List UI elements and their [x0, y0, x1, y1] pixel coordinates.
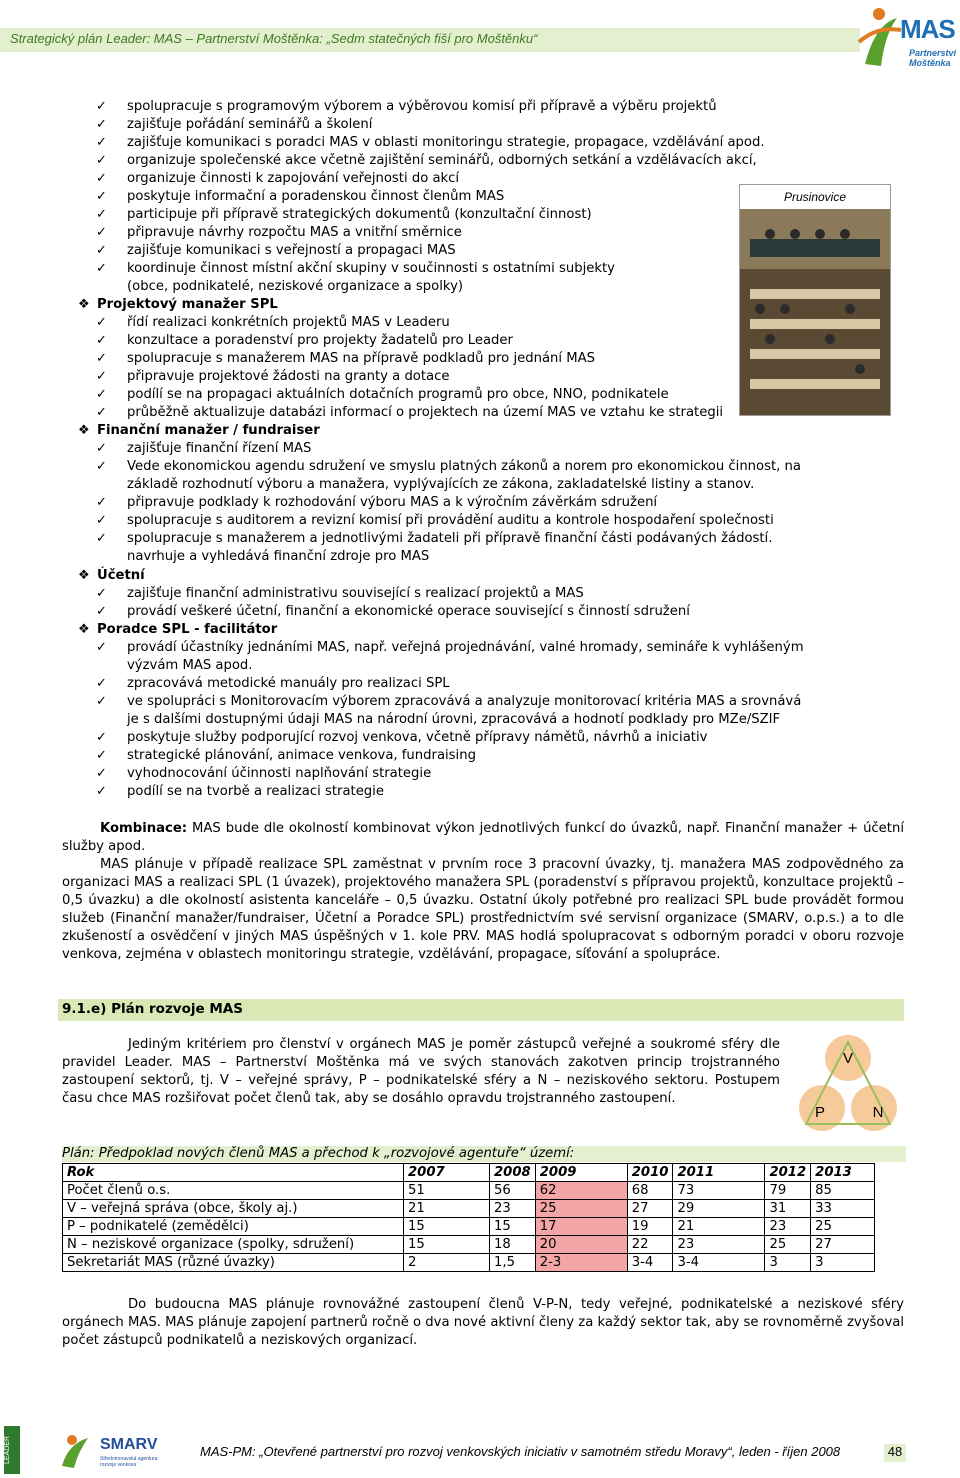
checkmark-icon: ✓ [96, 730, 107, 745]
table-cell: 25 [765, 1236, 811, 1254]
checkmark-icon: ✓ [96, 495, 107, 510]
checkmark-icon: ✓ [96, 513, 107, 528]
page-header [0, 28, 860, 52]
table-cell: 19 [627, 1218, 673, 1236]
smarv-logo-text: SMARV [100, 1436, 158, 1453]
smarv-logo-subtitle: Středomoravská agentura rozvoje venkova [100, 1456, 158, 1468]
checkmark-icon: ✓ [96, 694, 107, 709]
staffing-paragraph: MAS plánuje v případě realizace SPL zaměstnat v prvním roce 3 pracovní úvazky, tj. manažera MAS zodpovědného za organizaci MAS a realizaci SPL (1 úvazek), projektového manažera SPL (poradenství s přípravou projektů, konzultace projektů – 0,5 úvazku) a dle okolností asistenta kanceláře – 0,5 úvazku. Ostatní úkoly potřebné pro realizaci SPL bude provádět formou služeb (Finanční manažer/fundraiser, Účetní a Poradce SPL) prostřednictvím své servisní organizace (SMARV, o.p.s.) a to dle zkušeností a osvědčení v jiných MAS úspěšných v 1. kole PRV. MAS hodlá spolupracovat s odborným poradci v oboru rozvoje venkova, zejména v oblastech monitoringu strategie, vzdělávání, propagace, síťování a spolupráce. [62, 857, 904, 962]
list-item: provádí účastníky jednáními MAS, např. veřejná projednávání, valné hromady, semináře k vyhlášeným [127, 640, 804, 655]
checkmark-icon: ✓ [96, 171, 107, 186]
checkmark-icon: ✓ [96, 531, 107, 546]
members-table [62, 1163, 875, 1272]
list-item: průběžně aktualizuje databázi informací o projektech na území MAS ve vztahu ke strategii [127, 405, 724, 420]
footer-text: MAS-PM: „Otevřené partnerství pro rozvoj venkovských iniciativ v samotném středu Moravy“, leden - říjen 2008 [200, 1444, 841, 1459]
table-cell: 3 [765, 1254, 811, 1272]
table-cell: 21 [404, 1200, 490, 1218]
checkmark-icon: ✓ [96, 99, 107, 114]
checkmark-icon: ✓ [96, 261, 107, 276]
checkmark-icon: ✓ [96, 405, 107, 420]
table-cell: Počet členů o.s. [63, 1182, 404, 1200]
page-number: 48 [884, 1444, 906, 1462]
list-item: připravuje podklady k rozhodování výboru MAS a k výročním závěrkám sdružení [127, 495, 658, 510]
list-item: připravuje projektové žádosti na granty a dotace [127, 369, 450, 384]
diamond-bullet-icon: ❖ [78, 568, 90, 583]
membership-paragraph: Jediným kritériem pro členství v orgánech MAS je poměr zástupců veřejné a soukromé sféry dle pravidel Leader. MAS – Partnerství Moštěnka má ve svých stanovách zakotven princip trojstranného zastoupení sektorů, tj. V – veřejné správy, P – podnikatelské sféry a N – neziskového sektoru. Postupem času chce MAS rozšiřovat počet členů tak, aby se dosáhlo opravdu trojstranného zastoupení. [62, 1037, 780, 1106]
table-header-cell: 2012 [765, 1164, 811, 1182]
table-cell: 2 [404, 1254, 490, 1272]
photo-meeting [739, 184, 891, 416]
checkmark-icon: ✓ [96, 387, 107, 402]
table-header-cell: 2008 [490, 1164, 536, 1182]
table-cell: 15 [404, 1218, 490, 1236]
checkmark-icon: ✓ [96, 640, 107, 655]
mas-logo [857, 4, 957, 74]
list-item: zajišťuje finanční řízení MAS [127, 441, 312, 456]
table-header-cell: 2007 [404, 1164, 490, 1182]
list-continuation: (obce, podnikatelé, neziskové organizace a spolky) [127, 279, 464, 294]
checkmark-icon: ✓ [96, 135, 107, 150]
triangle-v: V [842, 1050, 854, 1067]
list-item: spolupracuje s manažerem a jednotlivými žadateli při přípravě finanční části podávaných žádostí. [127, 531, 773, 546]
list-item: Vede ekonomickou agendu sdružení ve smyslu platných zákonů a norem pro ekonomickou činnost, na [127, 459, 801, 474]
kombinace-paragraph [62, 820, 904, 856]
list-item: podílí se na propagaci aktuálních dotačních programů pro obce, NNO, podnikatele [127, 387, 669, 402]
table-caption: Plán: Předpoklad nových členů MAS a přechod k „rozvojové agentuře“ území: [62, 1146, 906, 1162]
list-item: organizuje činnosti k zapojování veřejnosti do akcí [127, 171, 460, 186]
list-item: zajišťuje finanční administrativu související s realizací projektů a MAS [127, 586, 584, 601]
table-row [63, 1218, 875, 1236]
list-item: zpracovává metodické manuály pro realizaci SPL [127, 676, 450, 691]
table-cell: 15 [404, 1236, 490, 1254]
table-cell: 85 [811, 1182, 875, 1200]
list-item: strategické plánování, animace venkova, fundraising [127, 748, 476, 763]
table-cell: 21 [673, 1218, 765, 1236]
kombinace-label: Kombinace: [100, 821, 188, 836]
diamond-bullet-icon: ❖ [78, 622, 90, 637]
list-item: spolupracuje s auditorem a revizní komisí při provádění auditu a kontrole hospodaření společnosti [127, 513, 774, 528]
checkmark-icon: ✓ [96, 784, 107, 799]
table-header-cell: 2009 [535, 1164, 627, 1182]
table-row [63, 1200, 875, 1218]
table-cell: 1,5 [490, 1254, 536, 1272]
table-cell: P – podnikatelé (zemědělci) [63, 1218, 404, 1236]
section-title: 9.1.e) Plán rozvoje MAS [62, 1001, 243, 1017]
list-item: řídí realizaci konkrétních projektů MAS v Leaderu [127, 315, 450, 330]
future-paragraph: Do budoucna MAS plánuje rovnovážné zastoupení členů V-P-N, tedy veřejné, podnikatelské a neziskové sféry orgánech MAS. MAS plánuje zapojení partnerů ročně o dva nové aktivní členy za každý sektor tak, aby se rovnoměrně zvyšoval počet zástupců podnikatelů a neziskových organizací. [62, 1297, 904, 1348]
table-cell: 25 [535, 1200, 627, 1218]
table-header-cell: 2013 [811, 1164, 875, 1182]
checkmark-icon: ✓ [96, 748, 107, 763]
checkmark-icon: ✓ [96, 117, 107, 132]
list-item: zajišťuje komunikaci s veřejností a propagaci MAS [127, 243, 456, 258]
logo-subtitle [909, 48, 956, 68]
logo-mas-text: MAS [900, 14, 955, 44]
list-item: poskytuje informační a poradenskou činnost členům MAS [127, 189, 505, 204]
list-continuation: navrhuje a vyhledává finanční zdroje pro MAS [127, 549, 430, 564]
table-cell: Sekretariát MAS (různé úvazky) [63, 1254, 404, 1272]
table-header-cell: Rok [63, 1164, 404, 1182]
vpn-triangle-diagram [790, 1034, 906, 1134]
table-cell: V – veřejná správa (obce, školy aj.) [63, 1200, 404, 1218]
table-cell: 56 [490, 1182, 536, 1200]
checkmark-icon: ✓ [96, 369, 107, 384]
triangle-p: P [814, 1104, 826, 1121]
diamond-bullet-icon: ❖ [78, 423, 90, 438]
checkmark-icon: ✓ [96, 243, 107, 258]
table-cell: 18 [490, 1236, 536, 1254]
table-cell: 20 [535, 1236, 627, 1254]
table-cell: 23 [673, 1236, 765, 1254]
checkmark-icon: ✓ [96, 441, 107, 456]
list-item: zajišťuje komunikaci s poradci MAS v oblasti monitoringu strategie, propagace, vzdělávání apod. [127, 135, 765, 150]
table-cell: 17 [535, 1218, 627, 1236]
table-cell: 25 [811, 1218, 875, 1236]
checkmark-icon: ✓ [96, 604, 107, 619]
table-cell: 3-4 [673, 1254, 765, 1272]
heading-financni: Finanční manažer / fundraiser [97, 423, 320, 438]
list-item: připravuje návrhy rozpočtu MAS a vnitřní směrnice [127, 225, 462, 240]
table-cell: 31 [765, 1200, 811, 1218]
list-item: spolupracuje s programovým výborem a výběrovou komisí při přípravě a výběru projektů [127, 99, 717, 114]
checkmark-icon: ✓ [96, 333, 107, 348]
list-continuation: je s dalšími dostupnými údaji MAS na národní úrovni, zpracovává a hodnotí podklady pro MZe/SZIF [127, 712, 781, 727]
checkmark-icon: ✓ [96, 189, 107, 204]
table-cell: 73 [673, 1182, 765, 1200]
checkmark-icon: ✓ [96, 153, 107, 168]
list-item: participuje při přípravě strategických dokumentů (konzultační činnost) [127, 207, 592, 222]
table-row [63, 1236, 875, 1254]
header-title: Strategický plán Leader: MAS – Partnerství Moštěnka: „Sedm statečných fiší pro Moštěnku“ [10, 31, 538, 46]
logo-sub1: Partnerství [909, 48, 957, 58]
smarv-logo-icon [58, 1430, 98, 1470]
heading-poradce: Poradce SPL - facilitátor [97, 622, 278, 637]
table-cell: 27 [627, 1200, 673, 1218]
table-cell: 3 [811, 1254, 875, 1272]
table-cell: N – neziskové organizace (spolky, sdružení) [63, 1236, 404, 1254]
table-header-row [63, 1164, 875, 1182]
checkmark-icon: ✓ [96, 351, 107, 366]
list-item: spolupracuje s manažerem MAS na přípravě podkladů pro jednání MAS [127, 351, 596, 366]
photo-label: Prusinovice [740, 185, 890, 209]
table-cell: 68 [627, 1182, 673, 1200]
checkmark-icon: ✓ [96, 459, 107, 474]
list-item: koordinuje činnost místní akční skupiny v součinnosti s ostatními subjekty [127, 261, 615, 276]
table-cell: 22 [627, 1236, 673, 1254]
table-cell: 2-3 [535, 1254, 627, 1272]
leader-logo: LEADER [4, 1426, 20, 1474]
checkmark-icon: ✓ [96, 315, 107, 330]
kombinace-text: MAS bude dle okolností kombinovat výkon jednotlivých funkcí do úvazků, např. Finanční manažer + účetní služby apod. [62, 821, 904, 854]
triangle-n: N [872, 1104, 884, 1121]
table-cell: 27 [811, 1236, 875, 1254]
checkmark-icon: ✓ [96, 766, 107, 781]
table-cell: 79 [765, 1182, 811, 1200]
table-cell: 33 [811, 1200, 875, 1218]
list-item: organizuje společenské akce včetně zajištění seminářů, odborných setkání a vzdělávacích akcí, [127, 153, 757, 168]
list-continuation: výzvám MAS apod. [127, 658, 253, 673]
table-cell: 23 [765, 1218, 811, 1236]
checkmark-icon: ✓ [96, 207, 107, 222]
checkmark-icon: ✓ [96, 586, 107, 601]
table-cell: 3-4 [627, 1254, 673, 1272]
table-cell: 15 [490, 1218, 536, 1236]
list-item: vyhodnocování účinnosti naplňování strategie [127, 766, 432, 781]
table-row [63, 1254, 875, 1272]
table-header-cell: 2011 [673, 1164, 765, 1182]
list-continuation: základě rozhodnutí výboru a manažera, vyplývajících ze zákona, zakladatelské listiny a stanov. [127, 477, 755, 492]
table-header-cell: 2010 [627, 1164, 673, 1182]
diamond-bullet-icon: ❖ [78, 297, 90, 312]
section-heading [58, 999, 904, 1021]
heading-ucetni: Účetní [97, 568, 145, 583]
heading-projektovy: Projektový manažer SPL [97, 297, 278, 312]
list-item: provádí veškeré účetní, finanční a ekonomické operace související s činností sdružení [127, 604, 690, 619]
table-cell: 29 [673, 1200, 765, 1218]
table-row [63, 1182, 875, 1200]
meeting-photo-image [740, 209, 890, 415]
list-item: ve spolupráci s Monitorovacím výborem zpracovává a analyzuje monitorovací kritéria MAS a srovnává [127, 694, 802, 709]
logo-sub2: Moštěnka [909, 58, 951, 68]
checkmark-icon: ✓ [96, 225, 107, 240]
list-item: podílí se na tvorbě a realizaci strategie [127, 784, 384, 799]
list-item: zajišťuje pořádání seminářů a školení [127, 117, 373, 132]
checkmark-icon: ✓ [96, 676, 107, 691]
list-item: poskytuje služby podporující rozvoj venkova, včetně přípravy námětů, návrhů a iniciativ [127, 730, 708, 745]
table-cell: 62 [535, 1182, 627, 1200]
list-item: konzultace a poradenství pro projekty žadatelů pro Leader [127, 333, 513, 348]
table-cell: 23 [490, 1200, 536, 1218]
table-cell: 51 [404, 1182, 490, 1200]
